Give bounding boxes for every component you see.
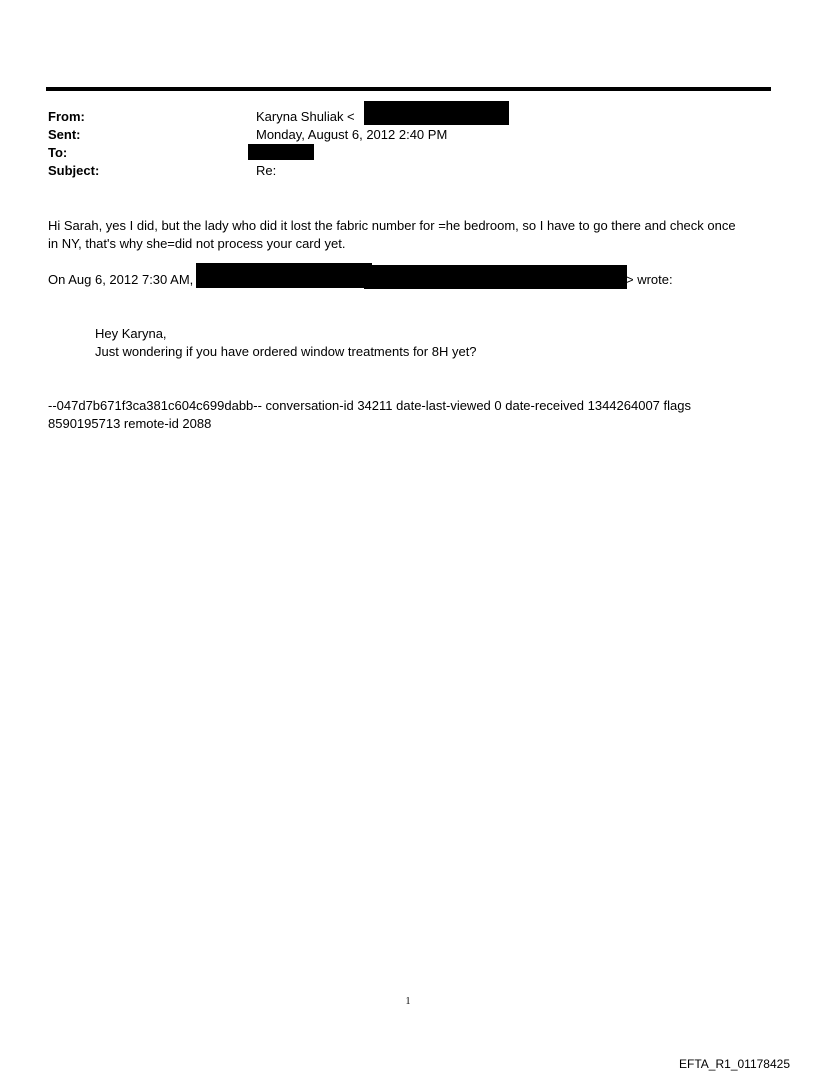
redaction-quote-email bbox=[364, 265, 627, 289]
redaction-from-email bbox=[364, 101, 509, 125]
reply-line-2: in NY, that's why she=did not process your card yet. bbox=[48, 236, 346, 251]
reply-line-1: Hi Sarah, yes I did, but the lady who did it lost the fabric number for =he bedroom, so I have to go there and check once bbox=[48, 218, 736, 233]
from-value: Karyna Shuliak < bbox=[256, 109, 355, 124]
from-label: From: bbox=[48, 109, 85, 124]
subject-value: Re: bbox=[256, 163, 277, 178]
quoted-greeting: Hey Karyna, bbox=[95, 326, 167, 341]
quote-intro-prefix: On Aug 6, 2012 7:30 AM, bbox=[48, 272, 194, 287]
metadata-line-2: 8590195713 remote-id 2088 bbox=[48, 416, 212, 431]
quote-intro-suffix: > wrote: bbox=[626, 272, 673, 287]
header-divider bbox=[46, 87, 771, 91]
document-id: EFTA_R1_01178425 bbox=[679, 1057, 790, 1071]
to-label: To: bbox=[48, 145, 68, 160]
page-number: 1 bbox=[405, 996, 411, 1007]
redaction-to-address bbox=[248, 144, 314, 160]
sent-value: Monday, August 6, 2012 2:40 PM bbox=[256, 127, 448, 142]
metadata-line-1: --047d7b671f3ca381c604c699dabb-- conversation-id 34211 date-last-viewed 0 date-received 1344264007 flags bbox=[48, 398, 691, 413]
quoted-text: Just wondering if you have ordered window treatments for 8H yet? bbox=[95, 344, 477, 359]
sent-label: Sent: bbox=[48, 127, 81, 142]
redaction-quote-name bbox=[196, 263, 372, 288]
subject-label: Subject: bbox=[48, 163, 100, 178]
